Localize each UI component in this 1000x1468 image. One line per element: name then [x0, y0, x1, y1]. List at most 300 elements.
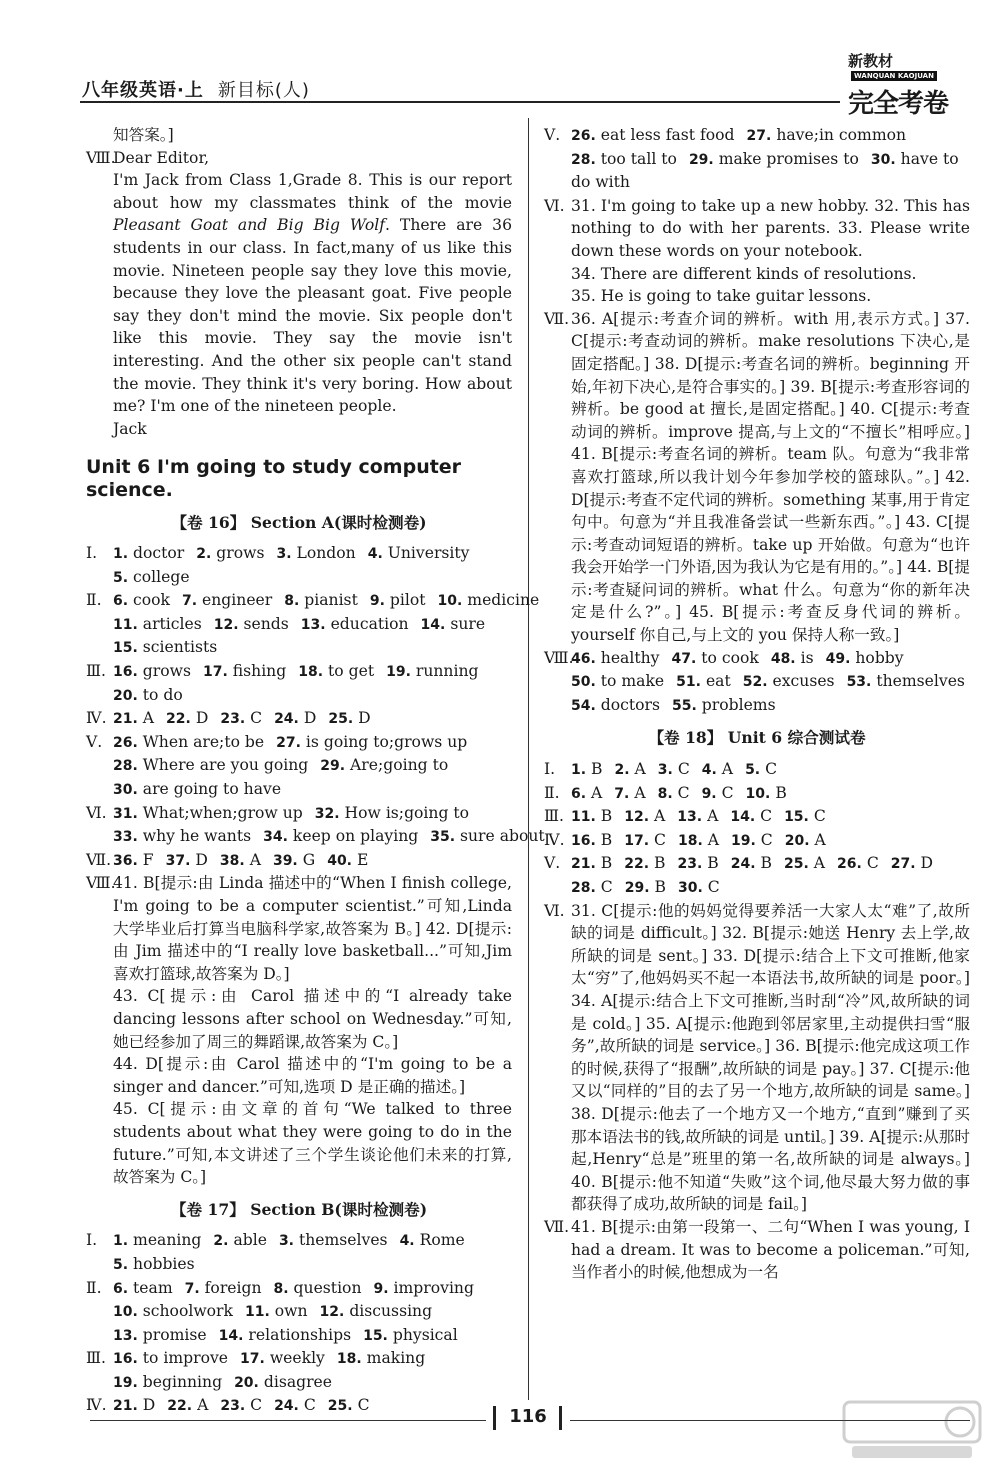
answer-item — [571, 878, 613, 896]
answer-item — [328, 709, 370, 727]
answer-item — [400, 1231, 465, 1249]
cloze-explanations: 36. A[提示:考查介词的辨析。with 用,表示方式。] 37. C[提示:考查动词的辨析。make resolutions 下决心,是固定搭配。] 38. D[提示:考查名词的辨析。beginning 开始,年初下决心,是符合事实的。] 39. B[提示:考查形容词的辨析。be good at 擅长,是固定搭配。] 40. C[提示:考查动词的辨析。improve 提高,与上文的“不擅长”相呼应。] 41. B[提示:考查名词的辨析。team 队。句意为“我非常喜欢打篮球,所以我计划今年参加学校的篮球队。”。] 42. D[提示:考查不定代词的辨析。something 某事,用于肯定句中。句意为“并且我准备尝试一些新东西。”。] 43. C[提示:考查动词短语的辨析。take up 开始做。句意为“也许我会开始学一门外语,因为我认为它是有用的。”。] 44. B[提示:考查疑问词的辨析。what 什么。句意为“你的新年决定是什么?”。] 45. B[提示:考查反身代词的辨析。yourself 你自己,与上文的 you 保持人称一致。] — [571, 309, 970, 645]
item-answer: A — [814, 830, 826, 849]
answer-item — [374, 1279, 474, 1297]
item-number: 21. — [571, 856, 596, 873]
item-number: 48. — [770, 650, 796, 667]
answer-item — [113, 756, 308, 774]
answer-item — [785, 831, 826, 849]
section-number: Ⅲ. — [544, 807, 564, 826]
item-number: 11. — [113, 616, 138, 633]
answer-item — [386, 662, 478, 680]
item-number: 39. — [272, 852, 298, 869]
answer-line — [113, 1277, 512, 1301]
section-number: Ⅱ. — [544, 783, 560, 802]
item-number: 4. — [399, 1233, 415, 1250]
answer-line — [571, 805, 970, 829]
answer-item — [298, 662, 374, 680]
sentence-answer: 34. There are different kinds of resolutions. — [571, 264, 917, 283]
item-number: 5. — [113, 569, 129, 586]
answer-row — [86, 802, 545, 849]
item-number: 33. — [113, 829, 138, 846]
item-answer: promise — [142, 1325, 207, 1344]
answer-row — [86, 849, 512, 873]
item-answer: London — [296, 544, 356, 563]
answer-item — [113, 1255, 195, 1273]
answer-item — [337, 1349, 425, 1367]
answer-line — [113, 589, 540, 613]
section-number: Ⅰ. — [544, 760, 556, 779]
answer-item — [113, 1373, 222, 1391]
item-number: 26. — [837, 856, 862, 873]
answer-item — [624, 831, 666, 849]
item-number: 20. — [234, 1374, 259, 1391]
answer-item — [113, 1326, 207, 1344]
answer-line — [113, 684, 512, 708]
answer-item — [571, 807, 612, 825]
page-number: 116 — [509, 1406, 547, 1427]
answer-line — [571, 829, 970, 853]
item-answer: to do — [142, 685, 183, 704]
item-answer: C — [600, 878, 613, 896]
answer-item — [234, 1373, 332, 1391]
item-answer: D — [920, 854, 934, 873]
item-answer: A — [654, 807, 666, 826]
item-number: 38. — [219, 852, 245, 869]
unit-title: Unit 6 I'm going to study computer science. — [86, 456, 462, 501]
item-answer: C — [721, 783, 734, 802]
item-answer: hobbies — [133, 1254, 195, 1273]
item-answer: have to — [900, 149, 959, 168]
answer-item — [702, 760, 733, 778]
item-answer: A — [591, 783, 603, 802]
page-header — [0, 0, 1000, 119]
item-number: 22. — [624, 856, 650, 873]
answer-line — [113, 754, 512, 778]
sentence-answer: 35. He is going to take guitar lessons. — [571, 287, 872, 306]
item-answer: G — [302, 850, 316, 869]
answer-item — [571, 126, 735, 144]
brand-main-text: 完全考卷 — [848, 89, 949, 119]
item-number: 1. — [113, 1233, 129, 1250]
item-number: 55. — [672, 697, 697, 714]
section-number: Ⅵ. — [86, 803, 107, 822]
item-number: 28. — [571, 880, 596, 896]
item-number: 25. — [327, 1398, 353, 1415]
answer-row — [544, 829, 970, 853]
item-answer: college — [133, 567, 190, 586]
item-answer: C — [760, 807, 773, 826]
answer-item — [689, 150, 859, 168]
item-answer: C — [677, 760, 690, 779]
section-number: Ⅰ. — [86, 544, 98, 563]
item-number: 40. — [327, 852, 353, 869]
item-number: 49. — [825, 650, 851, 667]
section-title: 【卷 18】 Unit 6 综合测试卷 — [648, 728, 866, 748]
item-answer: C — [250, 1396, 263, 1415]
answer-item — [240, 1349, 325, 1367]
item-number: 25. — [784, 856, 809, 873]
answer-line — [113, 802, 512, 826]
answer-item — [571, 672, 664, 690]
item-answer: eat less fast food — [600, 126, 735, 144]
essay-block — [86, 147, 512, 441]
item-number: 30. — [870, 151, 896, 168]
answer-line — [113, 1229, 512, 1253]
section-number: Ⅱ. — [86, 591, 102, 610]
item-answer: themselves — [876, 672, 965, 691]
column-divider — [528, 118, 529, 1400]
answer-line — [113, 778, 512, 802]
answer-line — [113, 707, 512, 731]
item-number: 30. — [677, 880, 703, 896]
item-answer: problems — [701, 695, 776, 714]
item-number: 29. — [688, 151, 714, 168]
answer-row — [544, 758, 970, 782]
item-answer: beginning — [142, 1372, 223, 1391]
answer-item — [363, 1326, 458, 1344]
answer-line — [113, 849, 512, 873]
item-number: 31. — [113, 805, 138, 822]
answer-item — [891, 854, 933, 872]
item-answer: physical — [392, 1325, 458, 1344]
item-answer: grows — [216, 544, 265, 563]
item-answer: weekly — [269, 1349, 325, 1368]
answer-item — [678, 878, 720, 896]
item-answer: B — [600, 807, 613, 826]
answer-item — [571, 649, 659, 667]
reading-answer: 43. C[提示:由 Carol 描述中的“I already take dancing lessons after school on Wednesday.”可知,她已经参加了周三的舞蹈课,故答案为 C。] — [113, 987, 512, 1051]
item-answer: relationships — [248, 1325, 352, 1344]
item-answer: sure about — [460, 827, 545, 846]
answer-item — [219, 1326, 351, 1344]
item-number: 8. — [273, 1280, 289, 1297]
section-number: Ⅴ. — [86, 732, 103, 751]
item-answer: pianist — [304, 591, 358, 610]
item-answer: discussing — [349, 1302, 433, 1321]
answer-line — [113, 1253, 512, 1277]
answer-row — [86, 1229, 512, 1276]
item-number: 27. — [746, 128, 772, 144]
item-answer: What;when;grow up — [142, 803, 303, 822]
answer-line — [113, 542, 512, 566]
item-number: 50. — [571, 674, 596, 691]
item-answer: keep on playing — [292, 827, 419, 846]
item-answer: D — [303, 709, 317, 728]
answer-line — [113, 613, 512, 637]
item-answer: healthy — [600, 648, 660, 667]
item-number: 36. — [113, 852, 138, 869]
item-number: 5. — [113, 1256, 129, 1273]
item-number: 21. — [113, 711, 138, 728]
item-number: 23. — [220, 711, 246, 728]
answer-item — [113, 1349, 228, 1367]
answer-item — [571, 854, 612, 872]
item-number: 2. — [614, 762, 630, 779]
item-answer: B — [654, 854, 666, 873]
item-answer: to improve — [142, 1349, 229, 1368]
essay-body-part: . There are 36 students in our class. In fact,many of us like this movie. Nineteen people say they love this movie, because they love the pleasant goat. Five people say they don't mind the movie. Six people don't like this movie. They say the movie isn't interesting. And the other six people can't stand the movie. They think it's very boring. How about me? I'm one of the nineteen people. — [113, 216, 512, 416]
item-number: 29. — [624, 880, 650, 896]
answer-group — [544, 647, 970, 718]
cloze-answers-18 — [544, 900, 970, 1216]
answer-line — [571, 670, 970, 694]
item-number: 15. — [784, 809, 809, 826]
item-number: 15. — [363, 1327, 388, 1344]
item-answer: to make — [600, 672, 665, 691]
item-number: 21. — [113, 1398, 138, 1415]
item-answer: making — [366, 1349, 426, 1368]
item-answer: running — [415, 662, 479, 681]
answer-item — [214, 615, 289, 633]
answer-item — [320, 756, 448, 774]
section-number: Ⅶ. — [544, 1217, 570, 1236]
item-number: 12. — [624, 809, 650, 826]
item-number: 17. — [624, 832, 650, 849]
item-answer: E — [356, 850, 369, 869]
answer-item — [677, 807, 718, 825]
answer-line — [571, 758, 970, 782]
item-number: 28. — [113, 758, 138, 775]
answer-item — [614, 784, 645, 802]
item-number: 24. — [274, 711, 299, 728]
answer-item — [113, 1231, 201, 1249]
answer-item — [263, 827, 418, 845]
essay-signature: Jack — [113, 419, 147, 438]
answer-item — [113, 1279, 173, 1297]
item-number: 18. — [298, 664, 324, 681]
item-answer: A — [249, 850, 261, 869]
continued-text: 知答案。] — [113, 126, 174, 144]
item-answer: improving — [393, 1278, 474, 1297]
answer-item — [625, 878, 666, 896]
answer-row — [544, 805, 970, 829]
answer-group — [544, 758, 970, 900]
answer-row — [86, 1277, 512, 1348]
item-answer: C — [707, 878, 720, 896]
header-rule — [80, 101, 840, 103]
answer-item — [220, 851, 261, 869]
item-number: 29. — [320, 758, 346, 775]
sentence-answer: 31. I'm going to take up a new hobby. 32. This has nothing to do with her parents. 33. Please write down these words on your notebook. — [571, 196, 970, 260]
item-number: 46. — [571, 650, 596, 667]
item-answer: B — [600, 830, 613, 849]
essay-salutation: Dear Editor, — [113, 148, 210, 167]
answer-item — [166, 709, 208, 727]
item-number: 19. — [386, 664, 411, 681]
answer-line — [571, 647, 970, 671]
answer-line — [113, 1324, 512, 1348]
answer-line — [113, 731, 512, 755]
item-answer: to cook — [701, 648, 759, 667]
reading-answer: 41. B[提示:由 Linda 描述中的“When I finish college, I'm going to be a computer scientist.”可知,Linda 大学毕业后打算当电脑科学家,故答案为 B。] 42. D[提示:由 Jim 描述中的“I really love basketball...”可知,Jim 喜欢打篮球,故答案为 D。] — [113, 874, 512, 983]
answer-item — [276, 544, 355, 562]
brand-logo — [848, 50, 972, 119]
item-number: 4. — [701, 762, 717, 779]
answer-row — [86, 542, 512, 589]
answer-line — [571, 876, 970, 900]
item-answer: C — [866, 854, 879, 873]
footer-bar-left — [493, 1406, 496, 1430]
answer-item — [113, 827, 251, 845]
item-answer: C — [357, 1396, 370, 1415]
section-title: 【卷 17】 Section B(课时检测卷) — [170, 1199, 428, 1219]
item-number: 17. — [202, 664, 228, 681]
section-number: Ⅳ. — [86, 1396, 107, 1415]
cloze-answers — [544, 308, 970, 647]
answer-line — [113, 1300, 512, 1324]
item-answer: are going to have — [142, 780, 282, 799]
answer-item — [438, 591, 540, 609]
item-answer: C — [813, 807, 826, 826]
answer-row — [544, 647, 970, 718]
answer-item — [571, 173, 630, 191]
item-answer: scientists — [142, 638, 218, 657]
item-number: 35. — [430, 829, 456, 846]
item-answer: A — [721, 760, 734, 779]
section-number: Ⅷ. — [86, 874, 116, 893]
item-number: 13. — [677, 809, 703, 826]
item-number: 2. — [213, 1233, 229, 1250]
reading-answer: 44. D[提示:由 Carol 描述中的“I'm going to be a singer and dancer.”可知,选项 D 是正确的描述。] — [113, 1055, 512, 1096]
book-title: 八年级英语·上 — [82, 80, 204, 101]
item-answer: A — [634, 760, 646, 779]
item-number: 13. — [300, 616, 326, 633]
item-answer: A — [634, 783, 646, 802]
answer-item — [678, 831, 719, 849]
item-answer: team — [133, 1278, 173, 1297]
item-number: 51. — [676, 674, 701, 691]
item-answer: B — [591, 760, 603, 779]
answer-item — [113, 851, 154, 869]
item-number: 5. — [745, 762, 761, 779]
section-number: Ⅳ. — [544, 830, 565, 849]
answer-item — [624, 807, 665, 825]
item-number: 26. — [571, 128, 596, 144]
answer-item — [571, 831, 612, 849]
item-answer: B — [654, 878, 666, 896]
answer-item — [370, 591, 426, 609]
item-answer: A — [142, 709, 155, 728]
item-answer: doctor — [133, 544, 185, 563]
reading-answer: 45. C[提示:由文章的首句“We talked to three students about what they were going to do in the future.”可知,本文讲述了三个学生谈论他们未来的打算,故答案为 C。] — [113, 1100, 512, 1187]
item-answer: Are;going to — [350, 756, 449, 775]
answer-row — [86, 731, 512, 802]
item-number: 19. — [731, 832, 756, 849]
item-answer: When are;to be — [142, 732, 265, 751]
item-number: 22. — [166, 711, 191, 728]
item-number: 13. — [113, 1327, 138, 1344]
item-number: 3. — [657, 762, 673, 779]
answer-item — [624, 854, 665, 872]
item-number: 9. — [701, 785, 717, 802]
section-number: Ⅷ. — [544, 648, 574, 667]
section-number: Ⅰ. — [86, 1231, 98, 1250]
answer-row — [86, 707, 512, 731]
item-answer: is going to;grows up — [305, 732, 468, 751]
item-number: 28. — [571, 151, 596, 168]
item-number: 25. — [328, 711, 354, 728]
item-number: 20. — [784, 832, 810, 849]
item-number: 4. — [367, 546, 383, 563]
item-answer: to get — [328, 662, 375, 681]
item-answer: schoolwork — [142, 1302, 233, 1321]
item-answer: pilot — [389, 591, 426, 610]
essay-body — [113, 169, 512, 418]
answer-item — [203, 662, 286, 680]
item-answer: disagree — [263, 1372, 333, 1391]
item-number: 10. — [745, 785, 771, 802]
brand-badge: WANQUAN KAOJUAN — [851, 71, 937, 81]
answer-group — [86, 542, 545, 872]
section-number: Ⅴ. — [544, 126, 561, 144]
item-answer: foreign — [204, 1278, 262, 1297]
item-answer: B — [760, 854, 772, 873]
answer-item — [166, 851, 208, 869]
answer-item — [658, 760, 690, 778]
item-number: 10. — [113, 1304, 138, 1321]
item-answer: F — [142, 850, 154, 869]
item-number: 16. — [113, 664, 138, 681]
section-number: Ⅶ. — [544, 309, 570, 328]
item-number: 7. — [182, 593, 198, 610]
answer-item — [731, 854, 772, 872]
essay-body-part: I'm Jack from Class 1,Grade 8. This is our report about how my classmates think of the movie — [113, 171, 512, 212]
reading-answers-18 — [544, 1216, 970, 1284]
answer-item — [702, 784, 734, 802]
answer-item — [671, 649, 758, 667]
answer-line — [113, 825, 545, 849]
item-answer: do with — [571, 173, 630, 192]
answer-item — [273, 851, 315, 869]
answer-line — [113, 1347, 512, 1371]
item-number: 10. — [437, 593, 463, 610]
movie-title: Pleasant Goat and Big Big Wolf — [113, 216, 386, 235]
answer-row — [544, 782, 970, 806]
item-answer: D — [358, 709, 371, 728]
footer-rule-left — [90, 1420, 486, 1421]
answer-item — [571, 696, 660, 714]
item-number: 17. — [240, 1351, 265, 1368]
answer-row — [86, 1347, 512, 1394]
answer-item — [571, 784, 602, 802]
item-answer: B — [775, 783, 787, 802]
answer-item — [871, 150, 959, 168]
answer-item — [182, 591, 272, 609]
section-number: Ⅷ. — [86, 148, 116, 167]
answer-item — [113, 591, 170, 609]
answer-item — [730, 807, 772, 825]
section-number: Ⅱ. — [86, 1278, 102, 1297]
item-number: 9. — [369, 593, 385, 610]
answer-item — [747, 126, 907, 144]
item-number: 52. — [742, 674, 768, 691]
right-column — [544, 124, 970, 1284]
item-number: 18. — [677, 832, 703, 849]
item-answer: A — [707, 830, 720, 849]
answer-item — [113, 780, 281, 798]
answer-line — [571, 171, 970, 195]
answer-item — [615, 760, 646, 778]
answer-item — [571, 150, 677, 168]
item-answer: hobby — [855, 648, 904, 667]
answer-item — [113, 568, 190, 586]
reading-explanation: 41. B[提示:由第一段第一、二句“When I was young, I had a dream. It was to become a policeman.”可知,当作者小的时候,他想成为一名 — [571, 1217, 970, 1282]
answer-line — [571, 852, 970, 876]
answer-item — [220, 709, 262, 727]
item-number: 14. — [730, 809, 756, 826]
item-number: 16. — [571, 832, 596, 849]
